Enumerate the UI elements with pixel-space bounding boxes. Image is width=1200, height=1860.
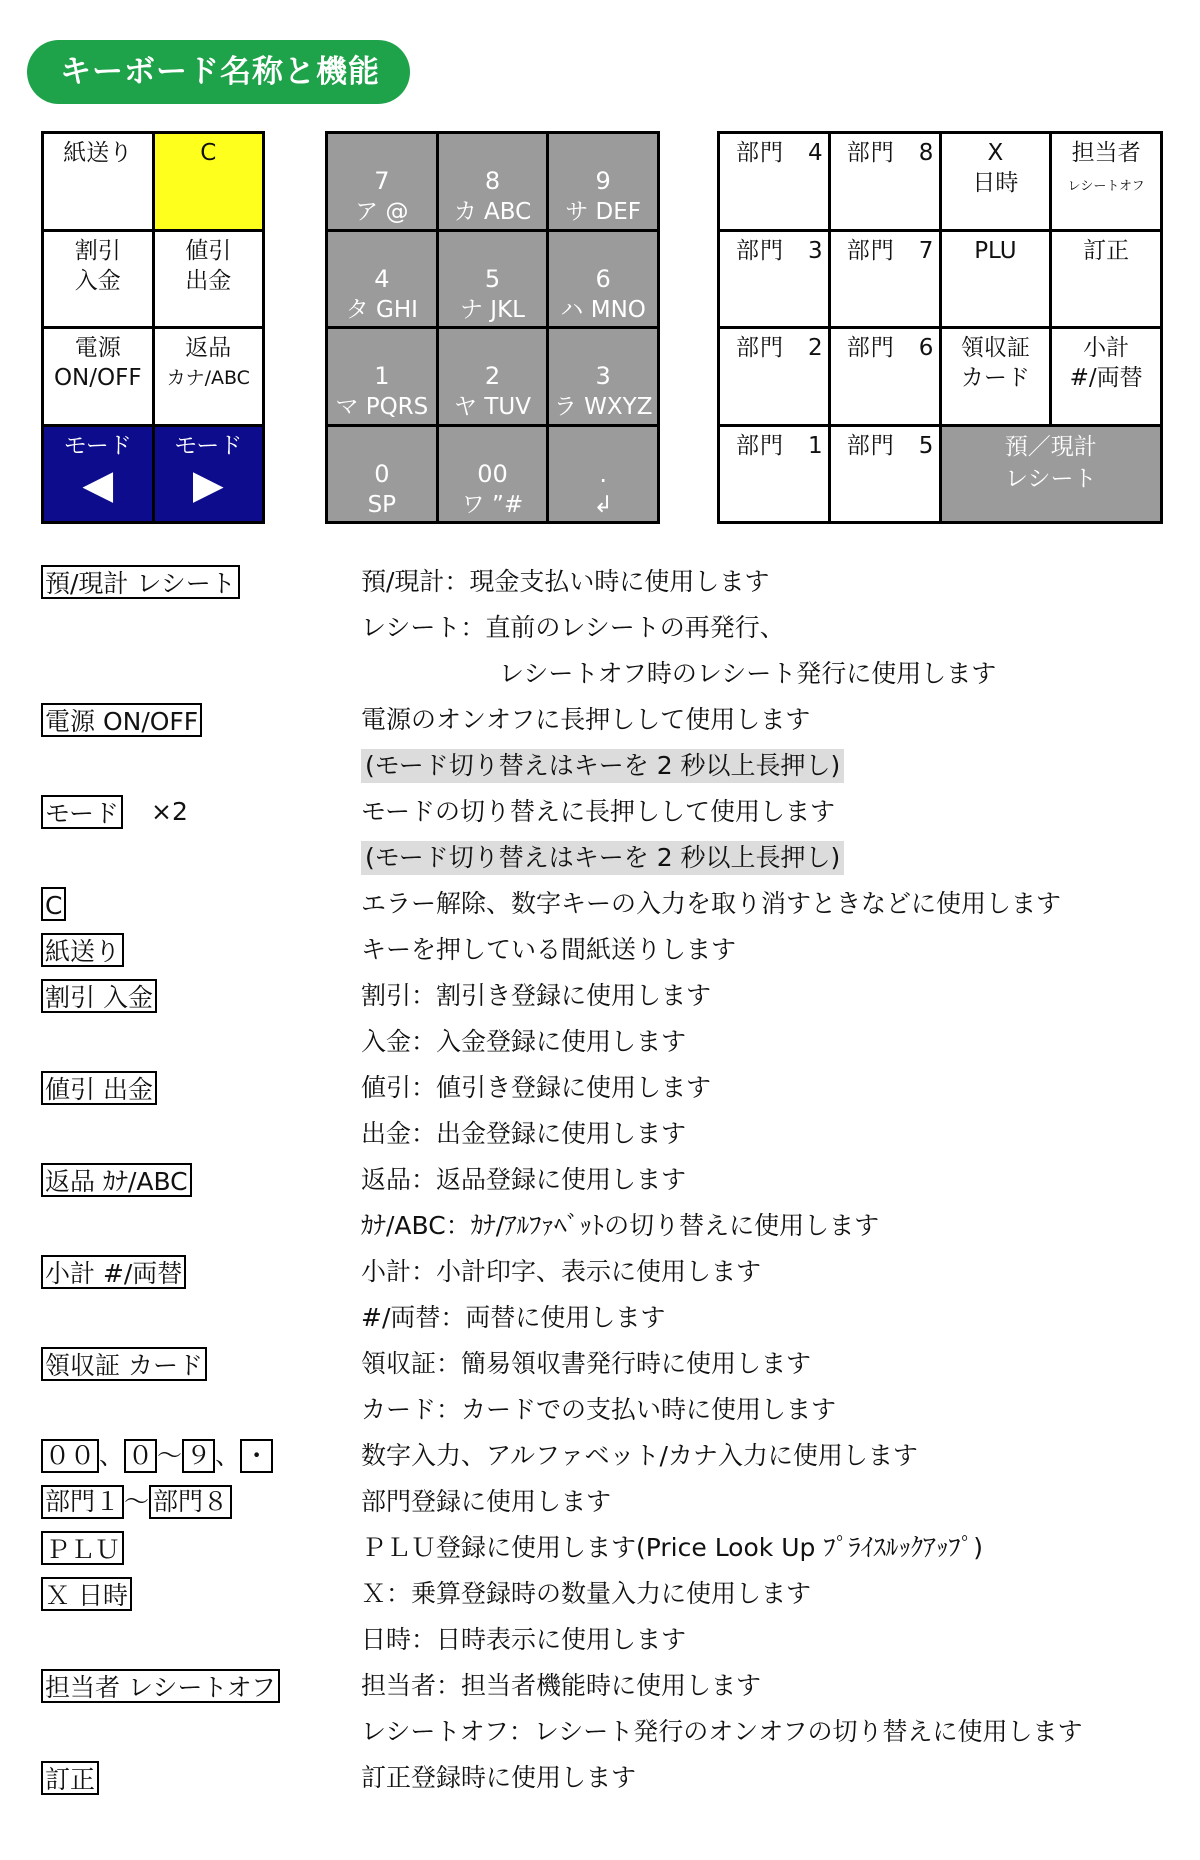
num-key-digit: 0: [374, 459, 390, 488]
plu-key[interactable]: [942, 232, 1050, 327]
num-key-chars: タ GHI: [345, 296, 418, 323]
key-name-box: 値引 出金: [41, 1071, 157, 1105]
dept-5-label: 部門 5: [846, 432, 935, 459]
num-key-7[interactable]: [328, 134, 436, 229]
num-key-digit: 3: [595, 362, 611, 390]
dept-2-label: 部門 2: [736, 335, 824, 361]
list-item: [41, 1667, 1161, 1713]
key-name-box: C: [41, 887, 66, 921]
num-key-chars: カ ABC: [453, 199, 532, 225]
key-description: 入金：入金登録に使用します: [361, 1027, 687, 1056]
key-note: (モード切り替えはキーを 2 秒以上長押し): [361, 749, 844, 783]
key-description: 日時：日時表示に使用します: [361, 1625, 687, 1654]
list-item: [41, 1161, 1161, 1207]
num-key-chars: ヤ TUV: [454, 394, 531, 420]
dept-3-label: 部門 3: [736, 237, 824, 264]
dept-1-key[interactable]: [720, 427, 828, 522]
key-description: キーを押している間紙送りします: [361, 935, 737, 964]
key-description-list: [41, 563, 1161, 1805]
dept-1-label: 部門 1: [736, 432, 824, 459]
key-count-suffix: ×2: [151, 797, 188, 826]
dept-6-key[interactable]: [831, 329, 939, 424]
receipt-card-key[interactable]: [942, 329, 1050, 424]
list-item: [41, 1253, 1161, 1299]
dept-8-label: 部門 8: [846, 140, 935, 166]
num-key-5[interactable]: [439, 232, 547, 327]
key-name-box: 部門１: [41, 1485, 124, 1519]
discount-deposit-key[interactable]: [44, 232, 152, 327]
key-description: 訂正登録時に使用します: [361, 1763, 637, 1792]
key-description: 預/現計：現金支払い時に使用します: [361, 567, 770, 596]
num-key-digit: 4: [374, 264, 390, 293]
page-title: キーボード名称と機能: [27, 40, 410, 104]
enter-icon: ↲: [593, 491, 613, 518]
list-item: [41, 793, 1161, 839]
num-key-8[interactable]: [439, 134, 547, 229]
num-key-digit: .: [599, 459, 607, 488]
key-description: ＰＬＵ登録に使用します(Price Look Up ﾌﾟﾗｲｽﾙｯｸｱｯﾌﾟ): [361, 1533, 984, 1562]
list-item: [41, 1529, 1161, 1575]
multiply-datetime-key[interactable]: [942, 134, 1050, 229]
key-description: 電源のオンオフに長押しして使用します: [361, 705, 811, 734]
num-key-digit: 5: [484, 264, 501, 293]
num-key-digit: 2: [484, 362, 501, 390]
dept-4-key[interactable]: [720, 134, 828, 229]
num-key-digit: 6: [595, 264, 611, 293]
subtotal-exchange-key[interactable]: [1052, 329, 1160, 424]
list-item: [41, 839, 1161, 885]
clear-label: C: [200, 140, 217, 166]
exchange-label: #/両替: [1069, 365, 1143, 391]
list-item: [41, 1023, 1161, 1069]
multiply-label: X: [987, 140, 1004, 166]
key-name-box: 領収証 カード: [41, 1347, 207, 1381]
receipt-label: 領収証: [960, 335, 1030, 361]
separator: 、: [99, 1441, 125, 1470]
separator: 、: [215, 1441, 241, 1470]
list-item: [41, 1069, 1161, 1115]
list-item: [41, 1299, 1161, 1345]
clerk-receipt-off-key[interactable]: [1052, 134, 1160, 229]
mode-right-key[interactable]: [155, 427, 263, 522]
list-item: [41, 1345, 1161, 1391]
num-key-dot[interactable]: [549, 427, 657, 522]
list-item: [41, 609, 1161, 655]
datetime-label: 日時: [972, 170, 1019, 196]
key-name-box: 訂正: [41, 1761, 99, 1795]
num-key-chars: ア @: [355, 199, 409, 225]
key-description: 領収証：簡易領収書発行時に使用します: [361, 1349, 812, 1378]
key-name-box: 部門８: [149, 1485, 232, 1519]
key-name-box: 返品 ｶﾅ/ABC: [41, 1163, 192, 1197]
list-item: [41, 1621, 1161, 1667]
card-label: カード: [960, 365, 1030, 391]
dept-6-label: 部門 6: [846, 335, 935, 361]
list-item: [41, 1483, 1161, 1529]
key-description: 数字入力、アルファベット/カナ入力に使用します: [361, 1441, 918, 1470]
mode-left-label: モード: [63, 432, 132, 459]
dept-7-key[interactable]: [831, 232, 939, 327]
key-name-box: 割引 入金: [41, 979, 157, 1013]
markdown-label: 値引: [185, 237, 232, 264]
num-key-1[interactable]: [328, 329, 436, 424]
dept-7-label: 部門 7: [846, 237, 935, 264]
key-name-box: 電源 ON/OFF: [41, 703, 202, 737]
num-key-chars: SP: [367, 491, 397, 518]
key-description: レシートオフ時のレシート発行に使用します: [499, 659, 997, 688]
num-key-chars: サ DEF: [565, 199, 642, 225]
dept-3-key[interactable]: [720, 232, 828, 327]
key-name-box: 小計 #/両替: [41, 1255, 186, 1289]
num-key-0[interactable]: [328, 427, 436, 522]
num-key-4[interactable]: [328, 232, 436, 327]
key-description: 部門登録に使用します: [361, 1487, 612, 1516]
separator: ～: [124, 1487, 150, 1516]
key-description: カード：カードでの支払い時に使用します: [361, 1395, 837, 1424]
num-key-6[interactable]: [549, 232, 657, 327]
list-item: [41, 977, 1161, 1023]
dept-keys-group: [41, 1485, 232, 1519]
discount-label: 割引: [74, 237, 121, 264]
list-item: [41, 1713, 1161, 1759]
key-name-box: ・: [240, 1439, 273, 1473]
key-description: 返品：返品登録に使用します: [361, 1165, 687, 1194]
triangle-right-icon: ▶: [192, 461, 224, 508]
dept-5-key[interactable]: [831, 427, 939, 522]
key-description: レシート：直前のレシートの再発行、: [361, 613, 785, 642]
num-key-3[interactable]: [549, 329, 657, 424]
list-item: [41, 1437, 1161, 1483]
num-key-chars: ハ MNO: [560, 296, 646, 323]
key-name-box: ＰＬＵ: [41, 1531, 124, 1565]
num-key-chars: ラ WXYZ: [553, 394, 653, 420]
paper-feed-key[interactable]: [44, 134, 152, 229]
mode-right-label: モード: [174, 432, 243, 459]
key-description: 小計：小計印字、表示に使用します: [361, 1257, 762, 1286]
key-description: Ｘ：乗算登録時の数量入力に使用します: [361, 1579, 812, 1608]
key-note: (モード切り替えはキーを 2 秒以上長押し): [361, 841, 844, 875]
return-label: 返品: [185, 335, 232, 361]
dept-8-key[interactable]: [831, 134, 939, 229]
markdown-payout-key[interactable]: [155, 232, 263, 327]
clerk-label: 担当者: [1071, 140, 1141, 166]
cash-total-receipt-key[interactable]: [942, 427, 1161, 522]
clear-key[interactable]: [155, 134, 263, 229]
list-item: [41, 1575, 1161, 1621]
key-name-box: ００: [41, 1439, 99, 1473]
dept-2-key[interactable]: [720, 329, 828, 424]
receipt-off-label: レシートオフ: [1067, 179, 1145, 194]
list-item: [41, 931, 1161, 977]
key-description: 値引：値引き登録に使用します: [361, 1073, 712, 1102]
list-item: [41, 747, 1161, 793]
key-description: 出金：出金登録に使用します: [361, 1119, 687, 1148]
mode-left-key[interactable]: [44, 427, 152, 522]
power-onoff-label: ON/OFF: [53, 365, 142, 391]
correction-key[interactable]: [1052, 232, 1160, 327]
dept-4-label: 部門 4: [736, 140, 824, 166]
numeric-keys-group: [41, 1439, 273, 1473]
key-name-box: 担当者 レシートオフ: [41, 1669, 280, 1703]
function-keypad-right: [717, 131, 1163, 524]
list-item: [41, 1115, 1161, 1161]
num-key-9[interactable]: [549, 134, 657, 229]
receipt-reissue-label: レシート: [1005, 465, 1097, 492]
cash-total-label: 預／現計: [1004, 433, 1097, 460]
power-label: 電源: [74, 335, 121, 361]
key-description: レシートオフ：レシート発行のオンオフの切り替えに使用します: [361, 1717, 1083, 1746]
paper-feed-label: 紙送り: [63, 140, 133, 166]
key-name-box: モード: [41, 795, 123, 829]
num-key-chars: ナ JKL: [459, 296, 525, 323]
list-item: [41, 655, 1161, 701]
key-description: エラー解除、数字キーの入力を取り消すときなどに使用します: [361, 889, 1062, 918]
list-item: [41, 1759, 1161, 1805]
num-key-chars: マ PQRS: [335, 394, 429, 420]
num-key-digit: 7: [374, 167, 390, 195]
key-name-box: 預/現計 レシート: [41, 565, 240, 599]
key-name-box: 紙送り: [41, 933, 124, 967]
payout-label: 出金: [185, 267, 232, 294]
list-item: [41, 701, 1161, 747]
key-description: モードの切り替えに長押しして使用します: [361, 797, 836, 826]
key-description: 担当者：担当者機能時に使用します: [361, 1671, 762, 1700]
num-key-2[interactable]: [439, 329, 547, 424]
num-key-chars: ワ ”#: [461, 491, 524, 518]
num-key-digit: 00: [477, 459, 508, 488]
kana-abc-label: カナ/ABC: [166, 367, 250, 389]
key-name-box: ９: [182, 1439, 215, 1473]
key-description: #/両替：両替に使用します: [361, 1303, 666, 1332]
separator: ～: [157, 1441, 183, 1470]
subtotal-label: 小計: [1083, 335, 1130, 361]
num-key-digit: 8: [484, 167, 501, 195]
return-kana-key[interactable]: [155, 329, 263, 424]
plu-label: PLU: [974, 237, 1017, 264]
num-key-digit: 1: [374, 362, 390, 390]
list-item: [41, 1207, 1161, 1253]
key-name-box: Ｘ 日時: [41, 1577, 132, 1611]
num-key-00[interactable]: [439, 427, 547, 522]
triangle-left-icon: ◀: [82, 461, 114, 508]
power-key[interactable]: [44, 329, 152, 424]
list-item: [41, 1391, 1161, 1437]
numeric-keypad: [325, 131, 660, 524]
num-key-digit: 9: [595, 167, 611, 195]
function-keypad-left: [41, 131, 265, 524]
list-item: [41, 885, 1161, 931]
key-description: ｶﾅ/ABC：ｶﾅ/ｱﾙﾌｧﾍﾞｯﾄの切り替えに使用します: [361, 1211, 880, 1240]
deposit-label: 入金: [74, 267, 121, 294]
key-description: 割引：割引き登録に使用します: [361, 981, 712, 1010]
list-item: [41, 563, 1161, 609]
correction-label: 訂正: [1083, 237, 1130, 264]
key-name-box: ０: [124, 1439, 157, 1473]
